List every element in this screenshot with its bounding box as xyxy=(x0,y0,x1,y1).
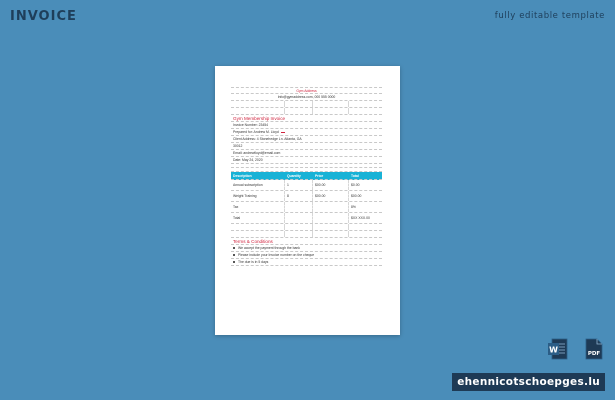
cell-description: Tax xyxy=(231,202,285,212)
client-address-line-2: 30012 xyxy=(231,143,382,150)
pdf-icon[interactable] xyxy=(584,338,604,360)
col-total: Total xyxy=(351,173,359,178)
cell-total: 8% xyxy=(351,205,356,209)
invoice-date: Date: May 24, 2020 xyxy=(231,157,382,164)
client-address-line-1: Client Address: 4 Stonehedge Ln. Atlanta, GA xyxy=(231,136,382,143)
bullet-icon xyxy=(233,254,235,256)
cell-quantity xyxy=(285,202,313,212)
invoice-document xyxy=(231,87,382,266)
invoice-paper xyxy=(215,66,400,335)
col-description: Description xyxy=(233,173,252,178)
cell-price xyxy=(313,202,349,212)
table-row xyxy=(231,191,382,202)
table-header xyxy=(231,172,382,180)
cell-price: $00.00 xyxy=(313,191,349,201)
client-email: Email: andrewlloyd@email.com xyxy=(231,150,382,157)
term-text: We accept the payment through the bank xyxy=(238,246,300,250)
prepared-for-text: Prepared for: Andrew M. Lloyd xyxy=(233,130,279,134)
spacer-row xyxy=(231,101,382,108)
bullet-icon xyxy=(233,247,235,249)
terms-title: Terms & Conditions xyxy=(231,238,382,245)
pdf-icon-label: PDF xyxy=(587,351,601,357)
section-title: Gym Membership Invoice xyxy=(231,115,382,122)
brand-subtitle: fully editable template xyxy=(494,11,605,21)
bullet-icon xyxy=(233,261,235,263)
signature-mark xyxy=(281,132,285,133)
cell-total: $00.00 xyxy=(351,194,362,198)
website-badge[interactable]: ehennicotschoepges.lu xyxy=(452,373,605,391)
total-value: $XX XXX.00 xyxy=(351,216,370,220)
col-quantity: Quantity xyxy=(287,173,301,178)
company-contact: Info@gymaddress.com, 000 555 0000 xyxy=(231,94,382,101)
cell-price: $00.00 xyxy=(313,180,349,190)
cell-quantity: 1 xyxy=(285,180,313,190)
spacer-row xyxy=(231,231,382,238)
list-item xyxy=(231,245,382,252)
prepared-for xyxy=(231,129,382,136)
list-item xyxy=(231,259,382,266)
cell-description: Weight Training xyxy=(231,191,285,201)
word-icon[interactable] xyxy=(548,338,568,360)
col-price: Price xyxy=(315,173,324,178)
term-text: Please include your Invoice number on the cheque xyxy=(238,253,315,257)
cell-description: Annual subscription xyxy=(231,180,285,190)
brand-title: INVOICE xyxy=(10,9,77,24)
total-label: Total xyxy=(231,213,285,223)
spacer-row xyxy=(231,108,382,115)
company-name: Gym Address xyxy=(231,87,382,94)
word-icon-label: W xyxy=(549,345,558,355)
spacer-row xyxy=(231,224,382,231)
table-total-row xyxy=(231,213,382,224)
table-row xyxy=(231,202,382,213)
cell-total: $0.00 xyxy=(351,183,360,187)
invoice-number: Invoice Number: 23454 xyxy=(231,122,382,129)
list-item xyxy=(231,252,382,259)
term-text: The due is in 5 days xyxy=(238,260,269,264)
table-row xyxy=(231,180,382,191)
cell-quantity: 8 xyxy=(285,191,313,201)
spacer-row xyxy=(231,168,382,172)
